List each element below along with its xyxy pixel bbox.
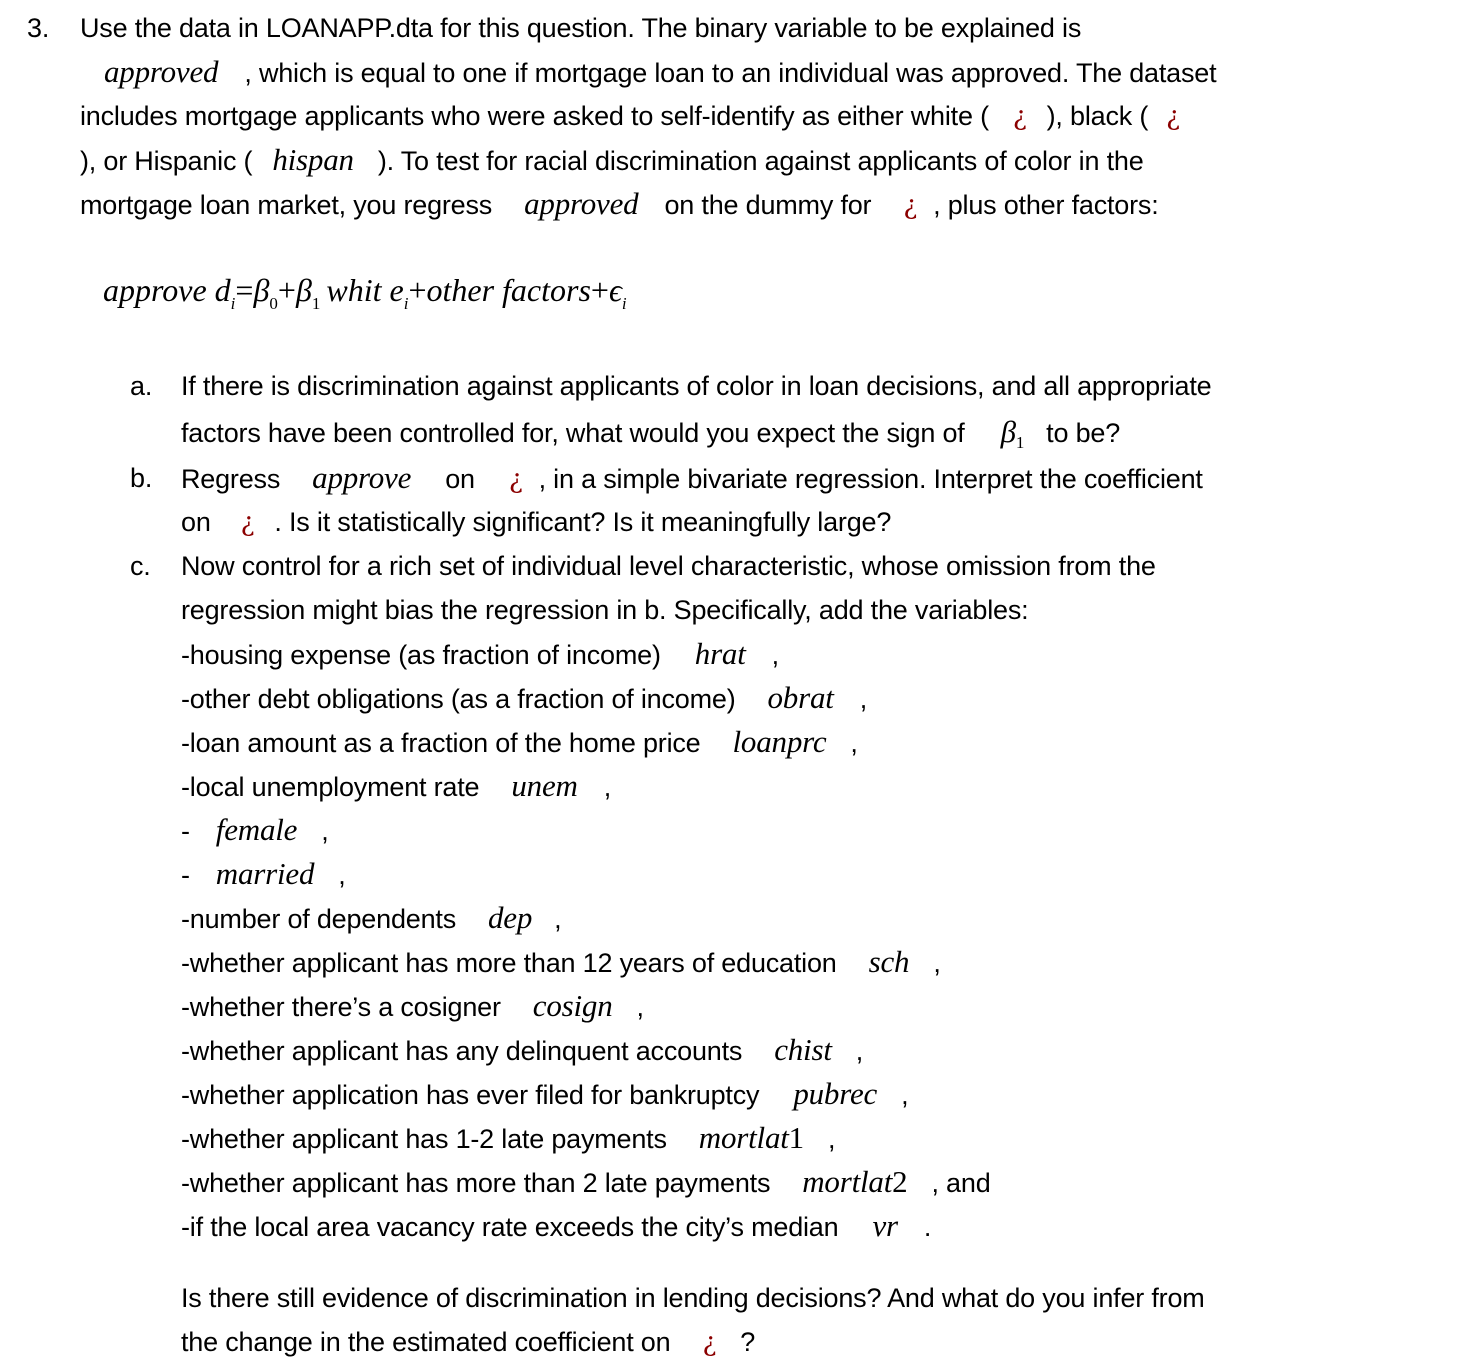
var-list-item xyxy=(181,940,941,985)
var-list-item xyxy=(181,1028,863,1073)
intro-line-2-text: , which is equal to one if mortgage loan to an individual was approved. The dataset xyxy=(244,58,1217,88)
beta-glyph: β xyxy=(1000,414,1016,449)
var-name: married xyxy=(215,856,315,891)
part-b-line-1-text-b: on xyxy=(445,464,475,494)
var-name: sch xyxy=(868,944,910,979)
var-list-item xyxy=(181,896,561,941)
var-desc: -housing expense (as fraction of income) xyxy=(181,640,661,670)
var-tail: , xyxy=(771,640,779,670)
part-b-line-1-text-c: , in a simple bivariate regression. Interpret the coefficient xyxy=(538,464,1203,494)
var-list-item xyxy=(181,984,644,1029)
intro-line-4-text-a: ), or Hispanic ( xyxy=(80,146,253,176)
eq-white: whit e xyxy=(326,272,404,308)
var-desc: - xyxy=(181,816,190,846)
var-desc: - xyxy=(181,860,190,890)
intro-line-2 xyxy=(104,50,1216,95)
intro-line-4 xyxy=(80,138,1144,183)
var-number: 2 xyxy=(892,1164,908,1199)
part-a-label: a. xyxy=(130,371,153,401)
var-list-item xyxy=(181,1116,835,1161)
var-name: hrat xyxy=(694,636,746,671)
intro-line-3-text-b: ), black ( xyxy=(1046,101,1149,131)
intro-line-5-text-b: on the dummy for xyxy=(664,190,872,220)
eq-equals: = xyxy=(235,272,254,308)
var-list-item xyxy=(181,632,779,677)
part-a-line-2-text-a: factors have been controlled for, what would you expect the sign of xyxy=(181,418,965,448)
var-name: obrat xyxy=(767,680,834,715)
var-desc: -whether there’s a cosigner xyxy=(181,992,501,1022)
var-desc: -local unemployment rate xyxy=(181,772,480,802)
question-number: 3. xyxy=(27,13,50,43)
part-c-question-2 xyxy=(181,1320,755,1365)
eq-other-factors: other factors xyxy=(426,272,591,308)
var-tail: , xyxy=(321,816,329,846)
eq-approved: approve d xyxy=(103,272,231,308)
eq-beta1: β xyxy=(295,272,312,308)
eq-epsilon: ϵ xyxy=(608,272,622,308)
placeholder-glyph: ¿ xyxy=(903,191,918,221)
part-c-question-1: Is there still evidence of discrimination in lending decisions? And what do you infer from xyxy=(181,1283,1205,1313)
var-hispan: hispan xyxy=(272,142,354,177)
eq-sub-i: i xyxy=(230,294,236,313)
eq-sub-0: 0 xyxy=(269,294,278,313)
var-tail: , xyxy=(850,728,858,758)
var-tail: , xyxy=(901,1080,909,1110)
var-list-item xyxy=(181,1204,931,1249)
var-tail: , xyxy=(859,684,867,714)
var-desc: -if the local area vacancy rate exceeds the city’s median xyxy=(181,1212,839,1242)
var-name: unem xyxy=(511,768,578,803)
var-desc: -other debt obligations (as a fraction of income) xyxy=(181,684,736,714)
var-number: 1 xyxy=(788,1120,804,1155)
placeholder-glyph: ¿ xyxy=(1012,102,1027,132)
var-list-item xyxy=(181,676,867,721)
part-a-line-1: If there is discrimination against applicants of color in loan decisions, and all appropriate xyxy=(181,371,1212,401)
var-name: cosign xyxy=(532,988,613,1023)
var-tail: , xyxy=(827,1124,836,1154)
var-name: chist xyxy=(774,1032,832,1067)
part-c-question-2-text-b: ? xyxy=(740,1327,756,1357)
intro-line-4-text-b: ). To test for racial discrimination against applicants of color in the xyxy=(377,146,1144,176)
var-name: loanprc xyxy=(732,724,827,759)
var-name: vr xyxy=(872,1208,898,1243)
part-b-line-2 xyxy=(181,500,891,545)
var-name: female xyxy=(215,812,298,847)
beta1-symbol xyxy=(1000,414,1025,452)
part-c-line-1: Now control for a rich set of individual level characteristic, whose omission from the xyxy=(181,551,1156,581)
eq-sub-i: i xyxy=(621,294,627,313)
part-b-line-2-text-a: on xyxy=(181,507,211,537)
intro-line-5 xyxy=(80,182,1159,228)
var-desc: -whether applicant has 1-2 late payments xyxy=(181,1124,667,1154)
var-tail: , xyxy=(554,904,562,934)
var-name: mortlat xyxy=(802,1164,893,1199)
var-tail: , xyxy=(933,948,941,978)
eq-plus: + xyxy=(408,272,427,308)
placeholder-glyph: ¿ xyxy=(240,508,255,538)
eq-sub-1: 1 xyxy=(311,294,321,313)
var-approve: approve xyxy=(312,460,412,495)
var-approved: approved xyxy=(524,186,639,221)
var-desc: -whether applicant has any delinquent accounts xyxy=(181,1036,743,1066)
intro-line-1: Use the data in LOANAPP.dta for this question. The binary variable to be explained is xyxy=(80,13,1082,43)
var-list-item xyxy=(181,720,858,765)
intro-line-5-text-c: , plus other factors: xyxy=(933,190,1159,220)
var-desc: -loan amount as a fraction of the home price xyxy=(181,728,701,758)
var-name: dep xyxy=(488,900,533,935)
placeholder-glyph: ¿ xyxy=(1166,102,1180,132)
part-b-line-1-text-a: Regress xyxy=(181,464,281,494)
var-desc: -whether applicant has more than 2 late payments xyxy=(181,1168,771,1198)
var-list-item xyxy=(181,1072,908,1117)
eq-sub-i: i xyxy=(403,294,409,313)
var-approved: approved xyxy=(104,54,219,89)
intro-line-5-text-a: mortgage loan market, you regress xyxy=(80,190,493,220)
var-tail: , and xyxy=(931,1168,991,1198)
intro-line-3 xyxy=(80,94,1180,139)
var-list-item xyxy=(181,808,329,853)
intro-line-3-text-a: includes mortgage applicants who were asked to self-identify as either white ( xyxy=(80,101,989,131)
eq-beta0: β xyxy=(253,272,270,308)
var-tail: , xyxy=(855,1036,864,1066)
var-list-item xyxy=(181,1160,991,1205)
var-tail: . xyxy=(923,1212,932,1242)
var-tail: , xyxy=(636,992,644,1022)
var-desc: -number of dependents xyxy=(181,904,456,934)
part-c-question-2-text-a: the change in the estimated coefficient on xyxy=(181,1327,671,1357)
placeholder-glyph: ¿ xyxy=(702,1328,717,1358)
var-desc: -whether applicant has more than 12 years of education xyxy=(181,948,837,978)
var-name: pubrec xyxy=(793,1076,878,1111)
part-b-label: b. xyxy=(130,463,153,493)
var-tail: , xyxy=(603,772,612,802)
part-c-line-2: regression might bias the regression in b. Specifically, add the variables: xyxy=(181,595,1029,625)
regression-equation xyxy=(103,268,627,326)
part-b-line-1 xyxy=(181,456,1203,502)
eq-plus: + xyxy=(277,272,296,308)
var-desc: -whether application has ever filed for bankruptcy xyxy=(181,1080,760,1110)
var-name: mortlat xyxy=(698,1120,789,1155)
var-list-item xyxy=(181,852,346,897)
placeholder-glyph: ¿ xyxy=(508,465,523,495)
part-a-line-2-text-b: to be? xyxy=(1046,418,1121,448)
part-c-label: c. xyxy=(130,551,151,581)
part-b-line-2-text-b: . Is it statistically significant? Is it meaningfully large? xyxy=(274,507,892,537)
var-list-item xyxy=(181,764,611,809)
beta-subscript: 1 xyxy=(1015,433,1025,452)
var-tail: , xyxy=(338,860,346,890)
eq-plus: + xyxy=(590,272,609,308)
